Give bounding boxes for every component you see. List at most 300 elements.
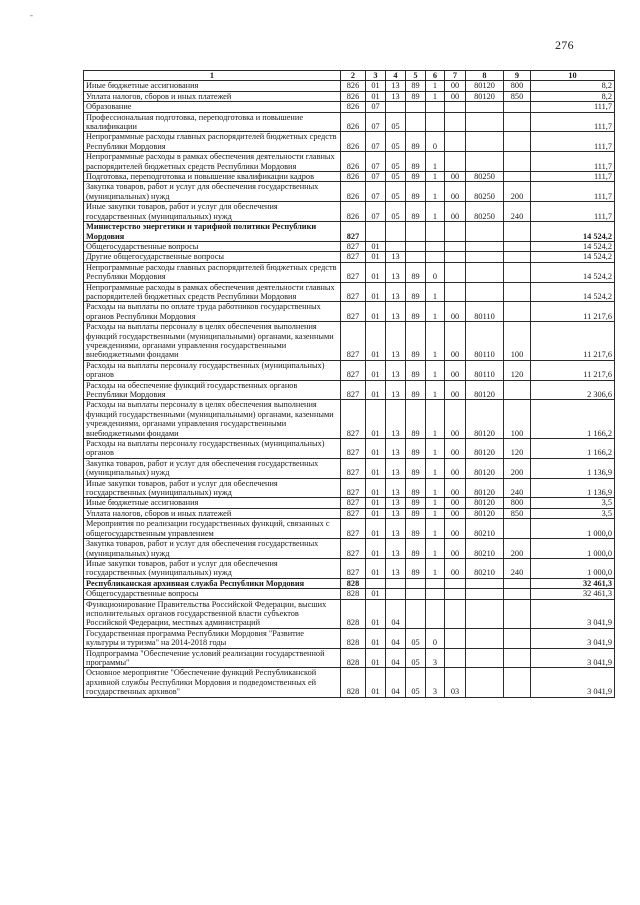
code-subsection: 05 (386, 202, 406, 222)
code-subprogram: 1 (426, 172, 445, 182)
code-subprogram: 1 (426, 282, 445, 302)
code-expense-type: 200 (504, 182, 531, 202)
code-subprogram: 0 (426, 132, 445, 152)
row-name: Республиканская архивная служба Республики Мордовия (84, 578, 341, 588)
row-name: Мероприятия по реализации государственных функций, связанных с общегосударственным управлением (84, 519, 341, 539)
amount: 1 136,9 (531, 478, 615, 498)
code-activity: 00 (445, 91, 466, 101)
code-section: 01 (366, 508, 386, 518)
code-activity: 00 (445, 508, 466, 518)
code-section: 01 (366, 599, 386, 628)
code-direction (466, 578, 504, 588)
code-grbs: 826 (341, 132, 366, 152)
amount: 11 217,6 (531, 302, 615, 322)
scan-mark: - (30, 10, 33, 20)
table-row (84, 508, 615, 518)
code-activity (445, 112, 466, 132)
table-row (84, 578, 615, 588)
code-direction (466, 599, 504, 628)
amount: 1 166,2 (531, 400, 615, 439)
row-name: Иные закупки товаров, работ и услуг для обеспечения государственных (муниципальных) нужд (84, 202, 341, 222)
code-program (406, 589, 426, 599)
amount: 111,7 (531, 172, 615, 182)
header-cell: 2 (341, 71, 366, 81)
row-name: Министерство энергетики и тарифной политики Республики Мордовия (84, 222, 341, 242)
code-subprogram (426, 112, 445, 132)
amount: 8,2 (531, 81, 615, 91)
code-grbs: 826 (341, 182, 366, 202)
code-program: 05 (406, 668, 426, 697)
row-name: Иные закупки товаров, работ и услуг для обеспечения государственных (муниципальных) нужд (84, 558, 341, 578)
code-section: 01 (366, 400, 386, 439)
row-name: Закупка товаров, работ и услуг для обеспечения государственных (муниципальных) нужд (84, 458, 341, 478)
code-direction (466, 152, 504, 172)
code-subprogram (426, 222, 445, 242)
amount: 2 306,6 (531, 380, 615, 400)
code-subsection: 13 (386, 81, 406, 91)
table-row (84, 539, 615, 559)
table-row (84, 152, 615, 172)
code-section (366, 222, 386, 242)
code-subsection: 13 (386, 508, 406, 518)
code-program: 89 (406, 282, 426, 302)
row-name: Расходы на обеспечение функций государственных органов Республики Мордовия (84, 380, 341, 400)
row-name: Общегосударственные вопросы (84, 241, 341, 251)
table-row (84, 648, 615, 668)
code-activity: 00 (445, 172, 466, 182)
code-expense-type (504, 648, 531, 668)
code-grbs: 828 (341, 668, 366, 697)
row-name: Общегосударственные вопросы (84, 589, 341, 599)
code-grbs: 826 (341, 91, 366, 101)
header-cell: 7 (445, 71, 466, 81)
code-expense-type: 850 (504, 508, 531, 518)
code-grbs: 827 (341, 508, 366, 518)
code-subsection: 13 (386, 380, 406, 400)
code-expense-type (504, 628, 531, 648)
code-program: 89 (406, 498, 426, 508)
code-subprogram: 1 (426, 322, 445, 361)
amount: 111,7 (531, 102, 615, 112)
code-subprogram (426, 578, 445, 588)
code-program: 89 (406, 202, 426, 222)
code-direction: 80120 (466, 508, 504, 518)
code-direction: 80250 (466, 202, 504, 222)
amount: 1 000,0 (531, 558, 615, 578)
code-subprogram: 3 (426, 648, 445, 668)
code-expense-type (504, 102, 531, 112)
code-subprogram: 1 (426, 202, 445, 222)
code-program: 89 (406, 172, 426, 182)
code-program: 05 (406, 628, 426, 648)
code-activity (445, 241, 466, 251)
row-name: Образование (84, 102, 341, 112)
code-program: 89 (406, 539, 426, 559)
code-grbs: 827 (341, 539, 366, 559)
code-grbs: 826 (341, 172, 366, 182)
code-program: 89 (406, 91, 426, 101)
code-grbs: 827 (341, 302, 366, 322)
code-direction: 80210 (466, 539, 504, 559)
code-subprogram: 1 (426, 458, 445, 478)
page-number: 276 (555, 38, 574, 52)
table-row (84, 478, 615, 498)
amount: 14 524,2 (531, 222, 615, 242)
table-row (84, 519, 615, 539)
table-row (84, 589, 615, 599)
code-subsection (386, 578, 406, 588)
table-row (84, 458, 615, 478)
code-program: 89 (406, 508, 426, 518)
code-subprogram: 1 (426, 439, 445, 459)
code-direction: 80110 (466, 302, 504, 322)
code-activity (445, 282, 466, 302)
code-expense-type (504, 252, 531, 262)
code-activity (445, 599, 466, 628)
code-activity: 00 (445, 519, 466, 539)
code-subprogram: 1 (426, 302, 445, 322)
code-expense-type: 200 (504, 458, 531, 478)
table-row (84, 241, 615, 251)
amount: 14 524,2 (531, 252, 615, 262)
code-direction: 80250 (466, 182, 504, 202)
code-subsection (386, 241, 406, 251)
code-direction (466, 112, 504, 132)
code-direction: 80120 (466, 498, 504, 508)
code-direction: 80120 (466, 478, 504, 498)
code-direction (466, 102, 504, 112)
code-section (366, 578, 386, 588)
amount: 3 041,9 (531, 599, 615, 628)
row-name: Другие общегосударственные вопросы (84, 252, 341, 262)
code-activity (445, 628, 466, 648)
row-name: Государственная программа Республики Мордовия "Развитие культуры и туризма" на 2014-2018 годы (84, 628, 341, 648)
amount: 111,7 (531, 202, 615, 222)
code-subsection: 04 (386, 648, 406, 668)
code-subsection (386, 222, 406, 242)
amount: 14 524,2 (531, 282, 615, 302)
code-direction (466, 628, 504, 648)
code-section: 01 (366, 81, 386, 91)
budget-table (83, 70, 615, 698)
code-expense-type: 120 (504, 360, 531, 380)
code-section: 01 (366, 668, 386, 697)
code-program (406, 222, 426, 242)
code-section: 07 (366, 172, 386, 182)
code-grbs: 828 (341, 648, 366, 668)
code-grbs: 826 (341, 112, 366, 132)
code-grbs: 827 (341, 241, 366, 251)
code-direction: 80210 (466, 558, 504, 578)
table-header-row (84, 71, 615, 81)
code-direction: 80120 (466, 81, 504, 91)
code-direction (466, 648, 504, 668)
code-subprogram (426, 599, 445, 628)
code-grbs: 828 (341, 578, 366, 588)
code-program: 89 (406, 152, 426, 172)
code-subprogram: 1 (426, 508, 445, 518)
code-program (406, 102, 426, 112)
table-row (84, 668, 615, 697)
code-program: 89 (406, 132, 426, 152)
code-program (406, 578, 426, 588)
code-grbs: 827 (341, 360, 366, 380)
amount: 3 041,9 (531, 628, 615, 648)
code-activity (445, 102, 466, 112)
code-section: 01 (366, 360, 386, 380)
code-section: 01 (366, 282, 386, 302)
code-activity: 00 (445, 478, 466, 498)
code-section: 01 (366, 439, 386, 459)
row-name: Уплата налогов, сборов и иных платежей (84, 91, 341, 101)
row-name: Расходы на выплаты персоналу в целях обеспечения выполнения функций государственными (муниципальными) органами, казенными учреждениями, органами управления государственными внебюджетными фондами (84, 400, 341, 439)
code-direction (466, 262, 504, 282)
table-row (84, 380, 615, 400)
code-section: 01 (366, 519, 386, 539)
code-direction (466, 241, 504, 251)
code-subsection: 13 (386, 519, 406, 539)
code-subprogram: 1 (426, 539, 445, 559)
code-section: 01 (366, 380, 386, 400)
amount: 32 461,3 (531, 589, 615, 599)
table-row (84, 112, 615, 132)
code-subprogram: 1 (426, 182, 445, 202)
amount: 3 041,9 (531, 668, 615, 697)
code-expense-type (504, 380, 531, 400)
code-subsection: 05 (386, 172, 406, 182)
code-expense-type (504, 578, 531, 588)
code-grbs: 827 (341, 400, 366, 439)
row-name: Непрограммные расходы в рамках обеспечения деятельности главных распорядителей бюджетных средств Республики Мордовия (84, 282, 341, 302)
row-name: Функционирование Правительства Российской Федерации, высших исполнительных органов государственной власти субъектов Российской Федерации, местных администраций (84, 599, 341, 628)
amount: 111,7 (531, 132, 615, 152)
row-name: Закупка товаров, работ и услуг для обеспечения государственных (муниципальных) нужд (84, 539, 341, 559)
code-subsection: 13 (386, 282, 406, 302)
code-expense-type (504, 282, 531, 302)
code-program: 89 (406, 519, 426, 539)
table-row (84, 322, 615, 361)
code-activity: 00 (445, 360, 466, 380)
row-name: Расходы на выплаты персоналу в целях обеспечения выполнения функций государственными (муниципальными) органами, казенными учреждениями, органами управления государственными внебюджетными фондами (84, 322, 341, 361)
amount: 32 461,3 (531, 578, 615, 588)
code-expense-type (504, 668, 531, 697)
code-expense-type (504, 519, 531, 539)
code-expense-type: 100 (504, 322, 531, 361)
code-expense-type: 800 (504, 81, 531, 91)
code-activity: 00 (445, 400, 466, 439)
code-activity: 00 (445, 380, 466, 400)
code-subsection: 13 (386, 558, 406, 578)
code-subsection: 05 (386, 132, 406, 152)
code-subsection: 13 (386, 539, 406, 559)
code-subsection: 04 (386, 668, 406, 697)
row-name: Иные бюджетные ассигнования (84, 498, 341, 508)
code-expense-type (504, 302, 531, 322)
amount: 11 217,6 (531, 322, 615, 361)
code-grbs: 828 (341, 589, 366, 599)
code-grbs: 827 (341, 498, 366, 508)
amount: 14 524,2 (531, 241, 615, 251)
row-name: Расходы на выплаты персоналу государственных (муниципальных) органов (84, 360, 341, 380)
code-subsection (386, 589, 406, 599)
code-section: 07 (366, 132, 386, 152)
table-row (84, 132, 615, 152)
code-subsection: 13 (386, 91, 406, 101)
code-grbs: 826 (341, 202, 366, 222)
code-activity (445, 578, 466, 588)
code-grbs: 826 (341, 152, 366, 172)
code-section: 01 (366, 241, 386, 251)
code-program: 89 (406, 302, 426, 322)
table-row (84, 202, 615, 222)
table-row (84, 172, 615, 182)
code-activity (445, 132, 466, 152)
table-row (84, 182, 615, 202)
code-subsection: 13 (386, 498, 406, 508)
header-cell: 1 (84, 71, 341, 81)
code-program: 89 (406, 400, 426, 439)
code-direction: 80250 (466, 172, 504, 182)
code-expense-type: 120 (504, 439, 531, 459)
header-cell: 3 (366, 71, 386, 81)
row-name: Основное мероприятие "Обеспечение функций Республиканской архивной службы Республики Мордовия и подведомственных ей государственных архивов" (84, 668, 341, 697)
amount: 111,7 (531, 182, 615, 202)
code-direction (466, 668, 504, 697)
code-section: 01 (366, 252, 386, 262)
code-activity (445, 222, 466, 242)
code-program: 89 (406, 458, 426, 478)
header-cell: 5 (406, 71, 426, 81)
row-name: Подготовка, переподготовка и повышение квалификации кадров (84, 172, 341, 182)
code-grbs: 827 (341, 322, 366, 361)
code-expense-type (504, 599, 531, 628)
amount: 111,7 (531, 152, 615, 172)
code-direction: 80110 (466, 360, 504, 380)
code-activity (445, 589, 466, 599)
code-grbs: 828 (341, 599, 366, 628)
code-expense-type: 240 (504, 558, 531, 578)
code-subsection: 05 (386, 152, 406, 172)
code-program: 89 (406, 182, 426, 202)
code-activity: 00 (445, 439, 466, 459)
row-name: Расходы на выплаты персоналу государственных (муниципальных) органов (84, 439, 341, 459)
amount: 3,5 (531, 508, 615, 518)
amount: 1 166,2 (531, 439, 615, 459)
code-program: 89 (406, 380, 426, 400)
amount: 3 041,9 (531, 648, 615, 668)
code-section: 07 (366, 112, 386, 132)
code-subsection: 13 (386, 302, 406, 322)
code-expense-type (504, 222, 531, 242)
code-subprogram: 1 (426, 81, 445, 91)
code-subprogram: 1 (426, 498, 445, 508)
code-program: 89 (406, 81, 426, 91)
code-section: 07 (366, 182, 386, 202)
table-row (84, 91, 615, 101)
code-subprogram: 1 (426, 380, 445, 400)
code-subprogram (426, 241, 445, 251)
code-subprogram: 1 (426, 400, 445, 439)
code-subprogram: 1 (426, 152, 445, 172)
code-section: 01 (366, 478, 386, 498)
code-section: 01 (366, 302, 386, 322)
row-name: Иные бюджетные ассигнования (84, 81, 341, 91)
code-grbs: 827 (341, 519, 366, 539)
code-grbs: 827 (341, 380, 366, 400)
code-expense-type: 100 (504, 400, 531, 439)
row-name: Подпрограмма "Обеспечение условий реализации государственной программы" (84, 648, 341, 668)
code-subsection: 04 (386, 599, 406, 628)
code-subprogram: 1 (426, 478, 445, 498)
code-expense-type (504, 262, 531, 282)
code-expense-type: 240 (504, 478, 531, 498)
code-subsection: 13 (386, 262, 406, 282)
table-row (84, 599, 615, 628)
code-subprogram (426, 589, 445, 599)
code-direction (466, 132, 504, 152)
code-program: 05 (406, 648, 426, 668)
header-cell: 4 (386, 71, 406, 81)
code-expense-type: 800 (504, 498, 531, 508)
code-section: 01 (366, 648, 386, 668)
code-grbs: 827 (341, 222, 366, 242)
code-program (406, 112, 426, 132)
code-grbs: 827 (341, 282, 366, 302)
code-grbs: 827 (341, 439, 366, 459)
table-row (84, 102, 615, 112)
header-cell: 8 (466, 71, 504, 81)
amount: 8,2 (531, 91, 615, 101)
code-direction (466, 252, 504, 262)
code-expense-type (504, 152, 531, 172)
code-subsection: 13 (386, 360, 406, 380)
code-subsection: 13 (386, 478, 406, 498)
code-section: 01 (366, 589, 386, 599)
code-subprogram: 1 (426, 91, 445, 101)
code-activity (445, 252, 466, 262)
code-section: 07 (366, 202, 386, 222)
code-subprogram (426, 252, 445, 262)
amount: 1 000,0 (531, 519, 615, 539)
code-section: 01 (366, 558, 386, 578)
code-subprogram: 1 (426, 519, 445, 539)
code-grbs: 827 (341, 558, 366, 578)
code-grbs: 828 (341, 628, 366, 648)
code-activity: 00 (445, 558, 466, 578)
code-subsection: 13 (386, 458, 406, 478)
code-activity (445, 648, 466, 668)
code-activity: 00 (445, 498, 466, 508)
code-subsection: 04 (386, 628, 406, 648)
code-subprogram: 0 (426, 262, 445, 282)
amount: 111,7 (531, 112, 615, 132)
code-section: 01 (366, 458, 386, 478)
code-activity: 03 (445, 668, 466, 697)
code-section: 01 (366, 628, 386, 648)
code-program: 89 (406, 558, 426, 578)
code-activity: 00 (445, 322, 466, 361)
code-expense-type (504, 589, 531, 599)
code-expense-type (504, 112, 531, 132)
code-activity: 00 (445, 458, 466, 478)
code-subsection: 13 (386, 400, 406, 439)
code-grbs: 826 (341, 81, 366, 91)
code-expense-type (504, 132, 531, 152)
code-subprogram: 1 (426, 360, 445, 380)
code-direction (466, 282, 504, 302)
code-direction: 80120 (466, 439, 504, 459)
code-section: 01 (366, 262, 386, 282)
